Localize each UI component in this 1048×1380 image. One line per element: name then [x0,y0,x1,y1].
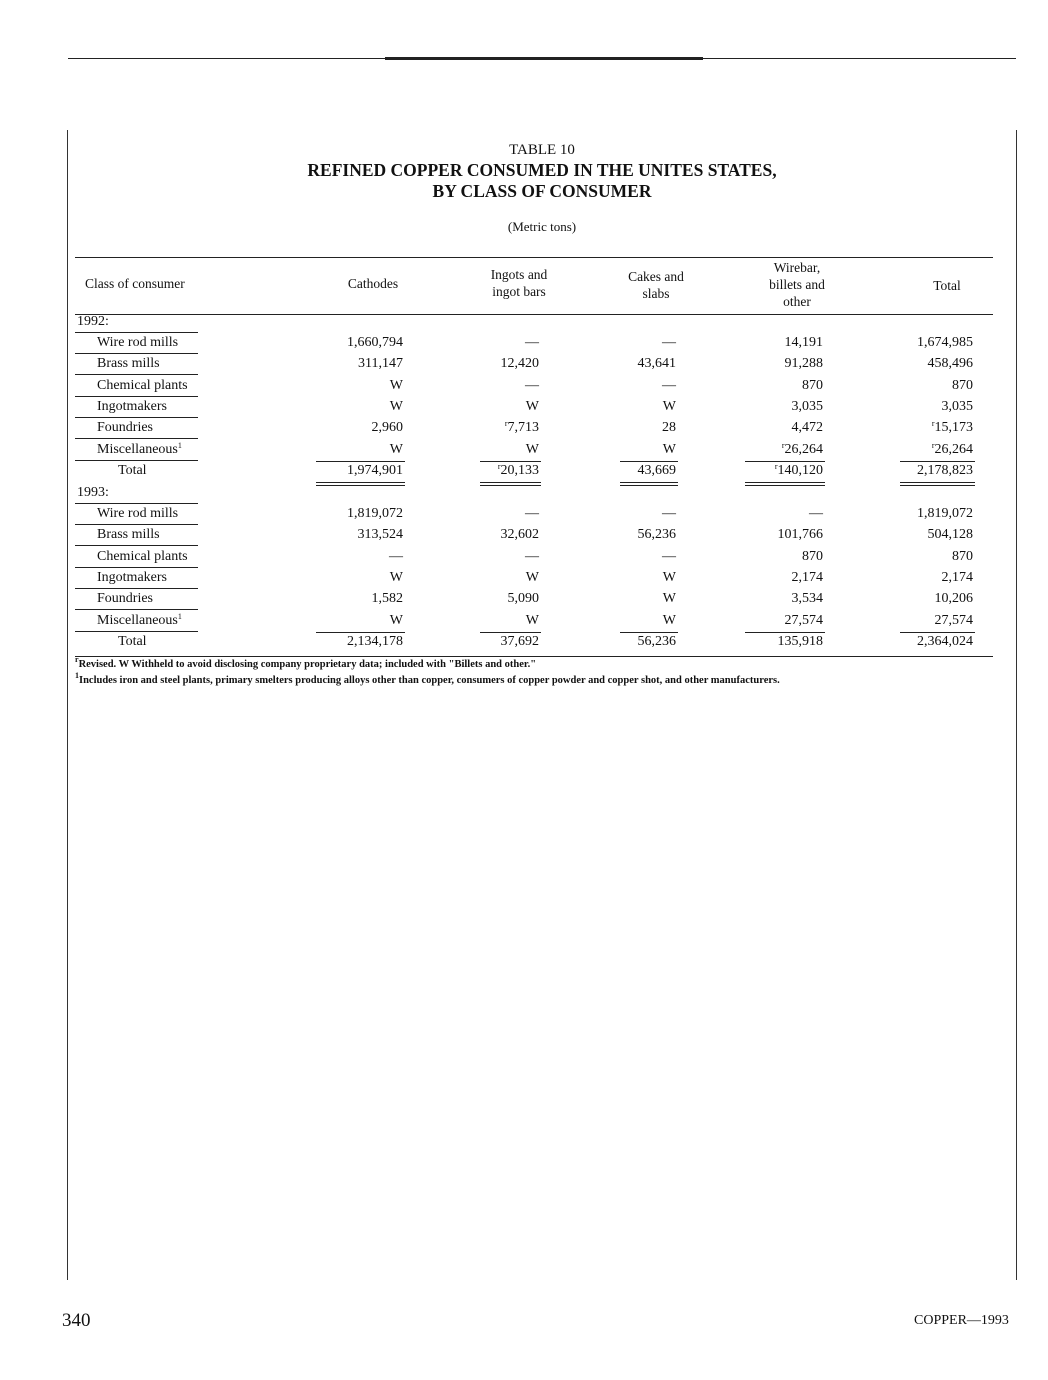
cell-ingots: W [525,570,539,585]
row-rule [75,438,198,439]
total-double-rule [620,482,678,486]
page-number: 340 [62,1310,91,1331]
year-label: 1993: [77,485,109,500]
cell-wirebar: $^r$26,264 [781,441,823,457]
cell-cathodes: 1,974,901 [347,463,403,478]
cell-cakes: 43,641 [637,356,676,371]
revised-marker: r [504,419,508,428]
cell-ingots: W [525,442,539,457]
cell-wirebar: 3,534 [791,591,823,606]
cell-cakes: — [662,506,676,521]
cell-cathodes: 1,819,072 [347,506,403,521]
table-number: TABLE 10 [509,142,575,158]
footnote-marker: r [75,655,79,664]
row-label: Brass mills [97,356,160,371]
table-title-line-1: REFINED COPPER CONSUMED IN THE UNITES STATES, [307,160,777,180]
cell-total: 2,178,823 [917,463,973,478]
column-header-wirebar-line-2: billets and [769,277,825,292]
cell-cathodes: 1,582 [371,591,403,606]
row-label: Ingotmakers [97,570,167,585]
total-rule-above [745,632,825,633]
revised-marker: r [931,419,935,428]
cell-ingots: — [525,378,539,393]
column-header-total: Total [933,278,961,293]
row-label: Wire rod mills [97,506,179,521]
cell-wirebar: 27,574 [784,613,823,628]
cell-cakes: — [662,549,676,564]
total-rule-above [620,461,678,462]
row-rule [75,631,198,632]
total-rule-above [480,461,541,462]
footnote-ref: 1 [177,441,182,450]
row-rule [75,417,198,418]
cell-total: 2,174 [941,570,973,585]
table-bottom-rule [75,656,993,657]
row-rule [75,396,198,397]
column-header-cakes-line-2: slabs [642,286,670,301]
cell-cakes: 56,236 [637,634,676,649]
revised-marker: r [931,441,935,450]
cell-cakes: — [662,378,676,393]
left-margin-rule [67,130,68,1280]
cell-cathodes: W [389,613,403,628]
column-header-ingots-line-2: ingot bars [492,284,546,299]
footnote-ref: 1 [177,612,182,621]
column-header-cakes-line-1: Cakes and [628,269,684,284]
row-rule [75,460,198,461]
cell-cakes: W [662,570,676,585]
footnote-text: Includes iron and steel plants, primary smelters producing alloys other than copper, consumers of copper powder and copper shot, and other manufacturers. [79,675,780,686]
footnote-text: Revised. W Withheld to avoid disclosing company proprietary data; included with "Billets and other." [78,659,537,670]
column-header-cathodes: Cathodes [347,276,399,291]
cell-ingots: $^r$20,133 [497,462,539,478]
total-double-rule [900,482,975,486]
total-rule-above [480,632,541,633]
cell-cathodes: 1,660,794 [347,335,403,350]
cell-wirebar: — [809,506,823,521]
cell-total: $^r$26,264 [931,441,973,457]
footnote-revised [75,655,537,670]
column-header-consumer: Class of consumer [85,276,185,291]
row-rule [75,374,198,375]
cell-wirebar: 101,766 [777,527,823,542]
cell-wirebar: 4,472 [791,420,823,435]
table-title-line-2: BY CLASS OF CONSUMER [432,181,652,201]
header-top-rule [75,257,993,258]
row-rule [75,353,198,354]
cell-total: 870 [952,378,973,393]
cell-cakes: W [662,442,676,457]
footnote-1 [75,671,780,686]
cell-total: 10,206 [934,591,973,606]
cell-total: 1,674,985 [917,335,973,350]
row-label: Miscellaneous$^1$ [97,612,182,628]
row-rule [75,588,198,589]
column-header-wirebar-line-3: other [783,294,811,309]
cell-total: 504,128 [927,527,973,542]
cell-cakes: 43,669 [637,463,676,478]
cell-cakes: W [662,399,676,414]
cell-wirebar: 870 [802,549,823,564]
row-label: Chemical plants [97,549,188,564]
cell-ingots: — [525,506,539,521]
total-row-label: Total [118,634,147,649]
cell-ingots: — [525,549,539,564]
column-header-cakes [603,268,709,302]
revised-marker: r [781,441,785,450]
cell-wirebar: 14,191 [784,335,823,350]
row-rule [75,609,198,610]
cell-cathodes: W [389,378,403,393]
cell-ingots: 37,692 [500,634,539,649]
row-label: Foundries [97,591,153,606]
year-label: 1992: [77,314,109,329]
revised-marker: r [774,462,778,471]
right-margin-rule [1016,130,1017,1280]
column-header-wirebar [740,259,854,310]
cell-ingots: W [525,613,539,628]
row-rule [75,524,198,525]
total-rule-above [900,461,975,462]
row-rule [75,332,198,333]
cell-wirebar: 3,035 [791,399,823,414]
total-row-label: Total [118,463,147,478]
row-label: Wire rod mills [97,335,179,350]
cell-total: 3,035 [941,399,973,414]
column-header-ingots-line-1: Ingots and [490,267,548,282]
cell-total: 27,574 [934,613,973,628]
total-rule-above [900,632,975,633]
cell-cathodes: 2,134,178 [347,634,403,649]
total-rule-above [316,461,405,462]
cell-ingots: W [525,399,539,414]
row-rule [75,545,198,546]
row-label: Foundries [97,420,153,435]
cell-cathodes: W [389,399,403,414]
row-label: Brass mills [97,527,160,542]
row-label: Chemical plants [97,378,188,393]
cell-total: 458,496 [927,356,973,371]
cell-wirebar: 135,918 [777,634,823,649]
total-double-rule [480,482,541,486]
cell-cathodes: 313,524 [357,527,403,542]
row-label: Miscellaneous$^1$ [97,441,182,457]
cell-total: 870 [952,549,973,564]
cell-ingots: $^r$7,713 [504,419,539,435]
total-rule-above [316,632,405,633]
cell-cakes: W [662,613,676,628]
cell-ingots: 5,090 [507,591,539,606]
cell-cakes: W [662,591,676,606]
footnote-marker: 1 [75,671,79,680]
cell-cakes: — [662,335,676,350]
running-head: COPPER—1993 [914,1313,1009,1328]
cell-ingots: 12,420 [500,356,539,371]
cell-wirebar: $^r$140,120 [774,462,823,478]
cell-ingots: 32,602 [500,527,539,542]
column-header-ingots [466,266,572,300]
total-rule-above [620,632,678,633]
cell-cathodes: 311,147 [358,356,403,371]
cell-cakes: 56,236 [637,527,676,542]
total-double-rule [745,482,825,486]
cell-cathodes: W [389,442,403,457]
row-rule [75,567,198,568]
header-bottom-rule [75,314,993,315]
cell-total: 2,364,024 [917,634,973,649]
revised-marker: r [497,462,501,471]
row-rule [75,503,198,504]
row-label: Ingotmakers [97,399,167,414]
total-double-rule [316,482,405,486]
column-header-wirebar-line-1: Wirebar, [773,260,821,275]
cell-cathodes: — [389,549,403,564]
table-unit: (Metric tons) [507,219,577,234]
cell-wirebar: 870 [802,378,823,393]
cell-total: 1,819,072 [917,506,973,521]
cell-cakes: 28 [662,420,676,435]
cell-wirebar: 91,288 [784,356,823,371]
cell-cathodes: 2,960 [371,420,403,435]
cell-total: $^r$15,173 [931,419,973,435]
cell-wirebar: 2,174 [791,570,823,585]
page-top-rule-accent [385,57,703,60]
total-rule-above [745,461,825,462]
table-title [68,160,1016,202]
cell-ingots: — [525,335,539,350]
cell-cathodes: W [389,570,403,585]
